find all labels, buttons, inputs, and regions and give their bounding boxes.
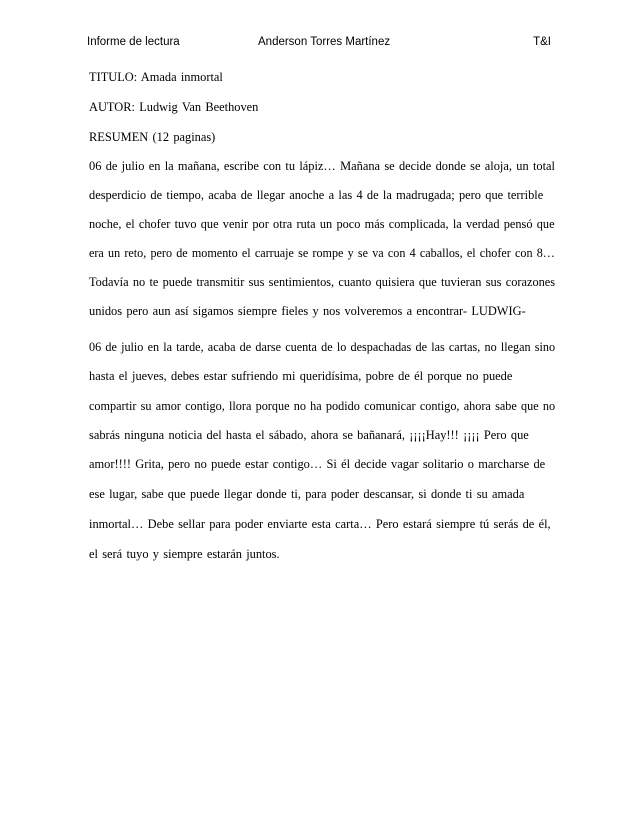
title-line: TITULO: Amada inmortal	[89, 70, 223, 84]
paragraph-line: unidos pero aun así sigamos siempre fieles y nos volveremos a encontrar- LUDWIG-	[89, 304, 526, 318]
paragraph-line: 06 de julio en la mañana, escribe con tu lápiz… Mañana se decide donde se aloja, un total	[89, 159, 555, 173]
paragraph-line: sabrás ninguna noticia del hasta el sábado, ahora se bañanará, ¡¡¡¡Hay!!! ¡¡¡¡ Pero que	[89, 428, 529, 442]
header-right-text: T&I	[533, 36, 551, 48]
paragraph-line: era un reto, pero de momento el carruaje se rompe y se va con 4 caballos, el chofer con 8…	[89, 246, 555, 260]
paragraph-line: inmortal… Debe sellar para poder enviarte esta carta… Pero estará siempre tú serás de él,	[89, 517, 551, 531]
paragraph-line: ese lugar, sabe que puede llegar donde ti, para poder descansar, si donde ti su amada	[89, 487, 525, 501]
author-line: AUTOR: Ludwig Van Beethoven	[89, 100, 259, 114]
header-left-text: Informe de lectura	[87, 36, 180, 48]
paragraph-line: el será tuyo y siempre estarán juntos.	[89, 547, 280, 561]
header-author-name: Anderson Torres Martínez	[258, 36, 391, 48]
paragraph-line: noche, el chofer tuvo que venir por otra ruta un poco más complicada, la verdad pensó que	[89, 217, 555, 231]
paragraph-line: 06 de julio en la tarde, acaba de darse cuenta de lo despachadas de las cartas, no llegan sino	[89, 340, 556, 354]
page-header	[87, 36, 551, 54]
summary-line: RESUMEN (12 paginas)	[89, 130, 216, 144]
paragraph-line: Todavía no te puede transmitir sus sentimientos, cuanto quisiera que tuvieran sus corazones	[89, 275, 556, 289]
paragraph-line: hasta el jueves, debes estar sufriendo mi queridísima, pobre de él porque no puede	[89, 369, 513, 383]
paragraph-line: desperdicio de tiempo, acaba de llegar anoche a las 4 de la madrugada; pero que terrible	[89, 188, 544, 202]
paragraph-line: compartir su amor contigo, llora porque no ha podido comunicar contigo, ahora sabe que no	[89, 399, 556, 413]
paragraph-line: amor!!!! Grita, pero no puede estar contigo… Si él decide vagar solitario o marcharse de	[89, 457, 546, 471]
